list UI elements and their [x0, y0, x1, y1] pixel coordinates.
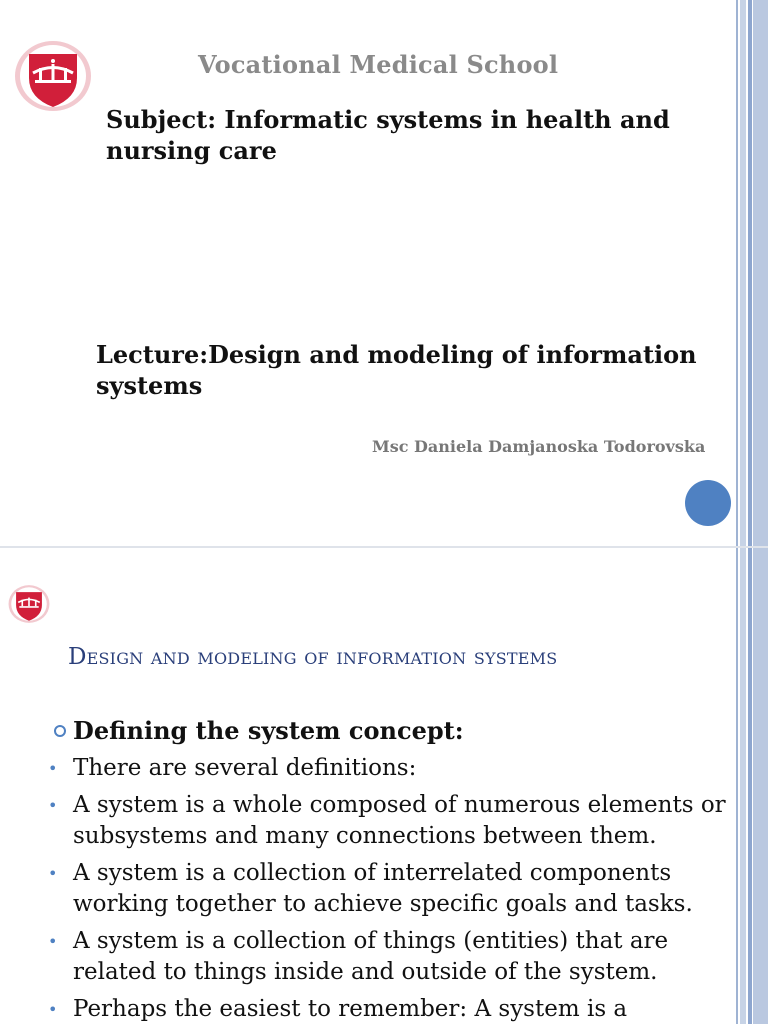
content-slide: [0, 548, 768, 1024]
school-logo-icon: [8, 584, 50, 624]
border-strip: [748, 548, 752, 1024]
list-item: [48, 994, 738, 1024]
list-item: [48, 926, 738, 988]
bullet-icon: •: [48, 759, 58, 778]
border-strip: [748, 0, 752, 548]
ring-bullet-icon: [54, 725, 66, 737]
list-item: [48, 858, 738, 920]
subject-title: Subject: Informatic systems in health and nursing care: [106, 105, 670, 165]
bullet-icon: •: [48, 932, 58, 951]
bullet-text: A system is a collection of things (entities) that are related to things inside and outside of the system.: [73, 928, 669, 985]
bullet-text: A system is a whole composed of numerous elements or subsystems and many connections between them.: [73, 792, 726, 849]
list-item: [48, 753, 738, 784]
border-strip: [740, 0, 746, 548]
bullet-text: Perhaps the easiest to remember: A system is a: [73, 996, 628, 1022]
slide-title: Design and modeling of information systems: [68, 644, 558, 670]
school-logo-icon: [14, 40, 92, 112]
border-strip: [740, 548, 746, 1024]
section-heading-row: [54, 716, 464, 745]
bullet-icon: •: [48, 864, 58, 883]
border-strip: [753, 0, 768, 548]
author-name: Msc Daniela Damjanoska Todorovska: [372, 437, 706, 456]
bullet-icon: •: [48, 796, 58, 815]
bullet-list: [48, 753, 738, 1024]
lecture-title: Lecture:Design and modeling of information systems: [96, 340, 697, 400]
list-item: [48, 790, 738, 852]
school-name: Vocational Medical School: [198, 50, 559, 79]
section-heading: Defining the system concept:: [73, 716, 464, 745]
bullet-text: There are several definitions:: [73, 755, 417, 781]
decor-circle-icon: [685, 480, 731, 526]
bullet-text: A system is a collection of interrelated components working together to achieve specific goals and tasks.: [73, 860, 693, 917]
border-strip: [753, 548, 768, 1024]
bullet-icon: •: [48, 1000, 58, 1019]
border-strip: [736, 0, 738, 548]
